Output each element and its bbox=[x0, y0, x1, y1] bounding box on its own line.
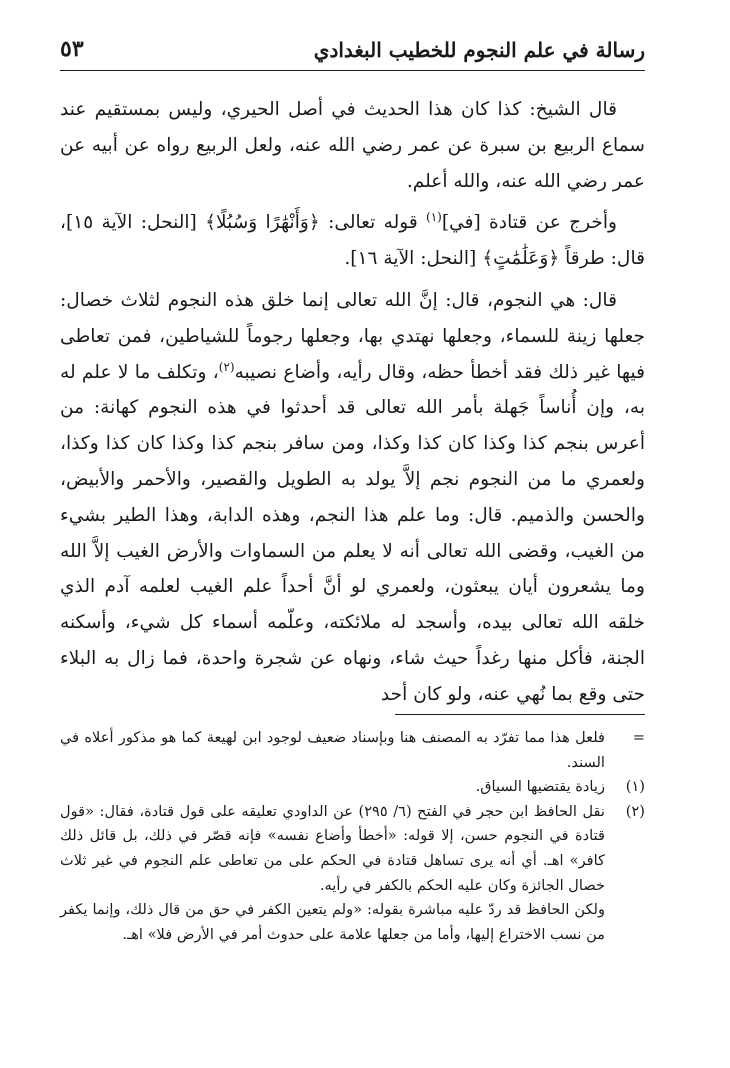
footnote-text: زيادة يقتضيها السياق. bbox=[475, 778, 605, 796]
paragraph-text: قال: هي النجوم، قال: إنَّ الله تعالى إنما خلق هذه النجوم لثلاث خصال: جعلها زينة للسماء، وجعلها نهتدي بها، وجعلها رجوماً للشياطين، فمن تعاطى فيها غير ذلك فقد أخطأ حظه، وقال رأيه، وأضاع نصيبه bbox=[60, 289, 645, 383]
page-header bbox=[60, 30, 645, 71]
footnote-continued bbox=[60, 726, 645, 775]
paragraph-text: وأخرج عن قتادة [في] bbox=[441, 212, 617, 234]
page-number: ٥٣ bbox=[60, 36, 84, 62]
running-title: رسالة في علم النجوم للخطيب البغدادي bbox=[313, 38, 645, 62]
footnote-2 bbox=[60, 800, 645, 898]
footnote-text: ولكن الحافظ قد ردّ عليه مباشرة بقوله: «ولم يتعين الكفر في حق من قال ذلك، وإنما يكفر من نسب الاختراع إليها، وأما من جعلها علامة على حدوث أمر في الأرض فلا» اهـ. bbox=[60, 901, 605, 943]
footnote-marker: = bbox=[632, 729, 645, 746]
footnote-separator bbox=[395, 714, 645, 715]
paragraph-text: قوله تعالى: ﴿وَأَنْهَٰرًا وَسُبُلًا﴾ [النحل: الآية ١٥]، قال: طرقاً ﴿وَعَلَٰمَٰتٍ﴾ [النحل: الآية ١٦]. bbox=[60, 212, 645, 270]
paragraph-qatada-verse bbox=[60, 205, 645, 277]
paragraph-text: ، وتكلف ما لا علم له به، وإن أُناساً جَهلة بأمر الله تعالى قد أحدثوا في هذه النجوم كهانة: من أعرس بنجم كذا وكذا كان كذا وكذا، ومن سافر بنجم كذا وكذا كان كذا وكذا، ولعمري ما من النجوم نجم إلاَّ يولد به الطويل والقصير، والأحمر والأبيض، والحسن والذميم. قال: وما علم هذا النجم، وهذه الدابة، وهذا الطير بشيء من الغيب، وقضى الله تعالى أنه لا يعلم من السماوات والأرض الغيب إلاَّ الله وما يشعرون أيان يبعثون، ولعمري لو أنَّ أحداً علم الغيب لعلمه آدم الذي خلقه الله تعالى بيده، وأسجد له ملائكته، وعلّمه أسماء كل شيء، وأسكنه الجنة، فأكل منها رغداً حيث شاء، ونهاه عن شجرة واحدة، فما زال به البلاء حتى وقع بما نُهي عنه، ولو كان أحد bbox=[60, 361, 645, 705]
footnote-reference-2: (٢) bbox=[218, 359, 235, 374]
footnote-text: فلعل هذا مما تفرّد به المصنف هنا وبإسناد ضعيف لوجود ابن لهيعة كما هو مذكور أعلاه في السند. bbox=[60, 729, 605, 771]
paragraph-stars-purpose bbox=[60, 283, 645, 713]
footnote-marker: (١) bbox=[625, 778, 645, 796]
footnotes bbox=[60, 726, 645, 947]
footnote-marker: (٢) bbox=[625, 802, 645, 820]
footnote-reference-1: (١) bbox=[426, 210, 442, 225]
main-text bbox=[60, 92, 645, 713]
footnote-1 bbox=[60, 775, 645, 800]
footnote-text: نقل الحافظ ابن حجر في الفتح (٦/ ٢٩٥) عن الداودي تعليقه على قول قتادة، فقال: «قول قتادة في النجوم حسن، إلا قوله: «أخطأ وأضاع نفسه» فإنه قصّر في ذلك، بل قائل ذلك كافر» اهـ. أي أنه يرى تساهل قتادة في الحكم على من تعاطى علم النجوم في غير ثلاث خصال الجائزة وكان عليه الحكم بالكفر في رأيه. bbox=[60, 802, 605, 894]
paragraph-shaykh-comment: قال الشيخ: كذا كان هذا الحديث في أصل الحيري، وليس بمستقيم عند سماع الربيع بن سبرة عن عمر رضي الله عنه، ولعل الربيع رواه عن أبيه عن عمر رضي الله عنه، والله أعلم. bbox=[60, 99, 645, 192]
footnote-2-continued bbox=[60, 898, 645, 947]
